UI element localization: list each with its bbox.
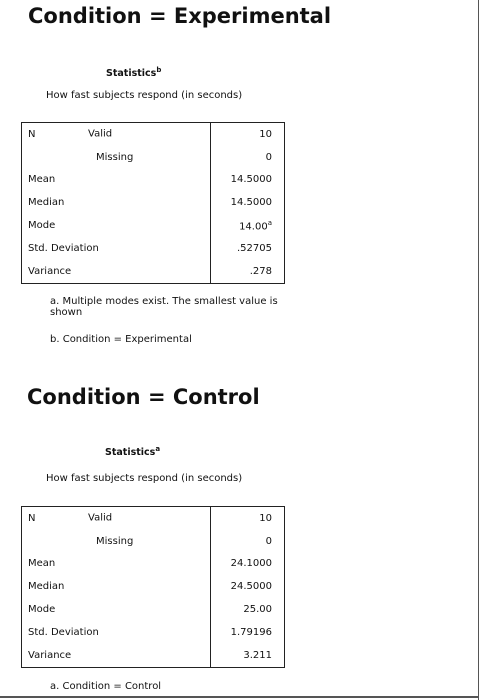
- row-label-cell: [22, 214, 211, 237]
- row-label: Median: [28, 581, 65, 593]
- row-value: [211, 530, 285, 553]
- table-row: [22, 553, 285, 576]
- row-sublabel: Missing: [96, 535, 134, 547]
- row-sublabel: Valid: [88, 128, 113, 140]
- value-text: 1.79196: [230, 626, 272, 638]
- footnote-marker: b: [156, 66, 162, 74]
- row-value: [211, 575, 285, 598]
- row-label: N: [28, 128, 36, 140]
- value-text: 24.1000: [230, 558, 272, 570]
- table-row: [22, 507, 285, 530]
- page-frame-right-border: [478, 0, 479, 700]
- row-label: Mean: [28, 558, 56, 570]
- group-heading-control: Condition = Control: [27, 385, 260, 409]
- table-row: [22, 214, 285, 237]
- statistics-title: [106, 66, 161, 79]
- value-text: 10: [259, 512, 272, 524]
- row-label-cell: [22, 169, 211, 192]
- page-frame-bottom-border: [0, 696, 479, 698]
- row-value: [211, 191, 285, 214]
- footnote-marker: a: [155, 445, 161, 453]
- row-sublabel: Missing: [96, 151, 134, 163]
- value-text: 25.00: [243, 604, 272, 616]
- value-text: 14.00: [239, 221, 268, 233]
- table-row: [22, 123, 285, 146]
- row-label: Mode: [28, 220, 56, 232]
- value-text: .278: [249, 265, 272, 277]
- row-label: Mean: [28, 174, 56, 186]
- row-label-cell: [22, 123, 211, 146]
- table-row: [22, 260, 285, 283]
- value-text: 14.5000: [230, 174, 272, 186]
- row-label-cell: [22, 507, 211, 530]
- row-label: Variance: [28, 649, 72, 661]
- table-row: [22, 237, 285, 260]
- row-label-cell: [22, 575, 211, 598]
- value-text: 3.211: [243, 649, 272, 661]
- row-label-cell: [22, 191, 211, 214]
- row-label: Median: [28, 197, 65, 209]
- footnote-a: a. Multiple modes exist. The smallest value is shown: [50, 296, 278, 318]
- variable-label: How fast subjects respond (in seconds): [46, 90, 243, 101]
- table-row: [22, 575, 285, 598]
- row-value: [211, 644, 285, 667]
- row-label-cell: [22, 146, 211, 169]
- statistics-title-text: Statistics: [105, 447, 156, 459]
- row-value: [211, 123, 285, 146]
- row-value: [211, 214, 285, 237]
- value-text: 24.5000: [230, 581, 272, 593]
- table-row: [22, 621, 285, 644]
- row-label-cell: [22, 644, 211, 667]
- row-value: [211, 237, 285, 260]
- statistics-title-text: Statistics: [106, 68, 157, 80]
- table-row: [22, 644, 285, 667]
- statistics-table-control: [21, 506, 285, 668]
- row-value: [211, 146, 285, 169]
- row-label-cell: [22, 237, 211, 260]
- row-sublabel: Valid: [88, 512, 113, 524]
- statistics-table-experimental: [21, 122, 285, 284]
- row-value: [211, 553, 285, 576]
- row-label-cell: [22, 553, 211, 576]
- value-text: .52705: [237, 242, 272, 254]
- value-text: 10: [259, 128, 272, 140]
- row-label-cell: [22, 260, 211, 283]
- row-value: [211, 598, 285, 621]
- value-text: 0: [265, 535, 272, 547]
- statistics-title: [105, 445, 160, 458]
- footnote-marker: a: [267, 218, 272, 227]
- value-text: 0: [265, 151, 272, 163]
- table-row: [22, 598, 285, 621]
- table-row: [22, 191, 285, 214]
- row-value: [211, 621, 285, 644]
- row-label: Mode: [28, 604, 56, 616]
- row-label-cell: [22, 598, 211, 621]
- row-label: N: [28, 512, 36, 524]
- row-label: Std. Deviation: [28, 626, 99, 638]
- group-heading-experimental: Condition = Experimental: [28, 4, 332, 28]
- value-text: 14.5000: [230, 197, 272, 209]
- row-value: [211, 260, 285, 283]
- row-label: Std. Deviation: [28, 242, 99, 254]
- row-label: Variance: [28, 265, 72, 277]
- table-row: [22, 530, 285, 553]
- row-value: [211, 507, 285, 530]
- variable-label: How fast subjects respond (in seconds): [46, 473, 243, 484]
- row-value: [211, 169, 285, 192]
- row-label-cell: [22, 530, 211, 553]
- footnote-b: b. Condition = Experimental: [50, 334, 192, 345]
- table-row: [22, 169, 285, 192]
- table-row: [22, 146, 285, 169]
- footnote-a: a. Condition = Control: [50, 681, 162, 692]
- row-label-cell: [22, 621, 211, 644]
